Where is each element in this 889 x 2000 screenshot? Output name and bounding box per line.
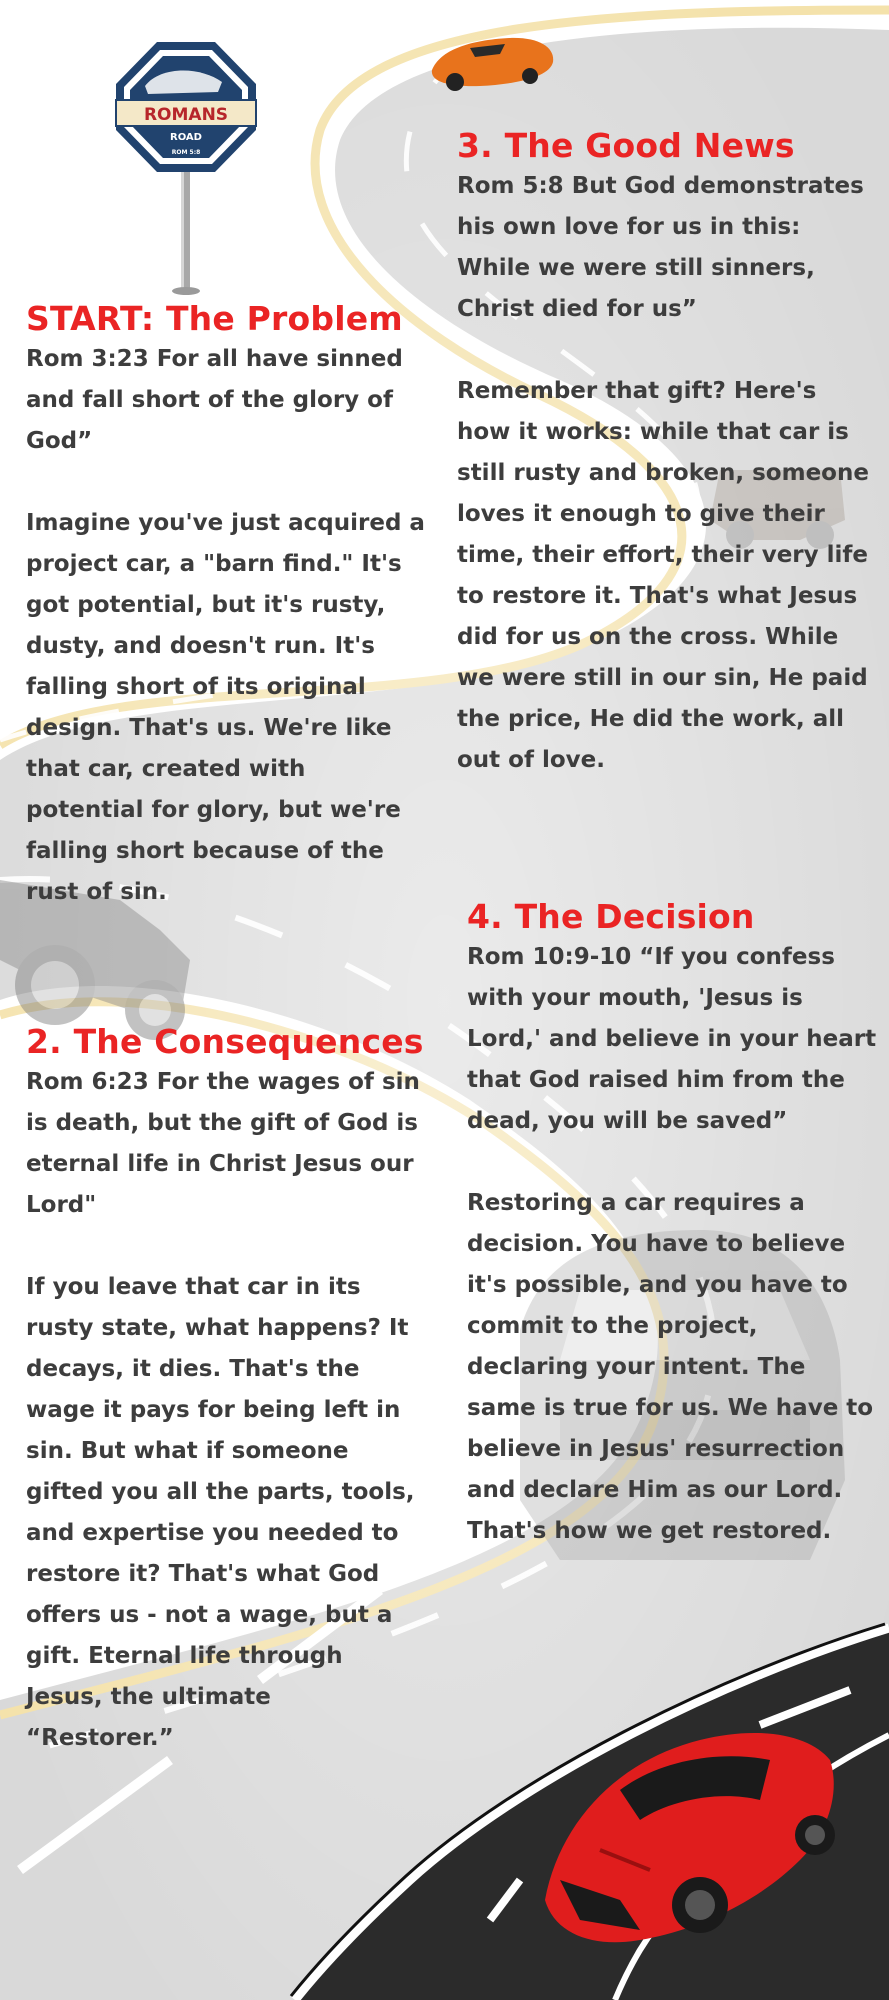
section-decision <box>467 897 877 1552</box>
section-decision-title: 4. The Decision <box>467 897 755 936</box>
section-decision-verse: Rom 10:9-10 “If you confess with your mouth, 'Jesus is Lord,' and believe in your heart that God raised him from the dead, you will be saved” <box>467 944 877 1134</box>
section-good-news-verse: Rom 5:8 But God demonstrates his own love for us in this: While we were still sinners, Christ died for us” <box>457 173 864 322</box>
section-consequences <box>26 1022 426 1759</box>
section-consequences-title: 2. The Consequences <box>26 1022 424 1061</box>
section-consequences-body: If you leave that car in its rusty state, what happens? It decays, it dies. That's the wage it pays for being left in sin. But what if someone gifted you all the parts, tools, and expertise you needed to restore it? That's what God offers us - not a wage, but a gift. Eternal life through Jesus, the ultimate “Restorer.” <box>26 1274 415 1751</box>
sign-tag: ROM 5:8 <box>171 149 201 156</box>
section-problem-body: Imagine you've just acquired a project car, a "barn find." It's got potential, but it's rusty, dusty, and doesn't run. It's falling short of its original design. That's us. We're like that car, created with potential for glory, but we're falling short because of the rust of sin. <box>26 510 425 905</box>
section-problem-title: START: The Problem <box>26 299 403 338</box>
sign-subtitle: ROAD <box>170 132 202 143</box>
sign-title: ROMANS <box>143 105 229 125</box>
section-problem-verse: Rom 3:23 For all have sinned and fall short of the glory of God” <box>26 346 403 454</box>
section-good-news-body: Remember that gift? Here's how it works: while that car is still rusty and broken, someone loves it enough to give their time, their effort, their very life to restore it. That's what Jesus did for us on the cross. While we were still in our sin, He paid the price, He did the work, all out of love. <box>457 378 869 773</box>
section-good-news <box>457 126 877 781</box>
section-consequences-verse: Rom 6:23 For the wages of sin is death, but the gift of God is eternal life in Christ Jesus our Lord" <box>26 1069 420 1218</box>
section-decision-body: Restoring a car requires a decision. You have to believe it's possible, and you have to commit to the project, declaring your intent. The same is true for us. We have to believe in Jesus' resurrection and declare Him as our Lord. That's how we get restored. <box>467 1190 874 1544</box>
section-good-news-title: 3. The Good News <box>457 126 795 165</box>
section-problem <box>26 299 426 913</box>
